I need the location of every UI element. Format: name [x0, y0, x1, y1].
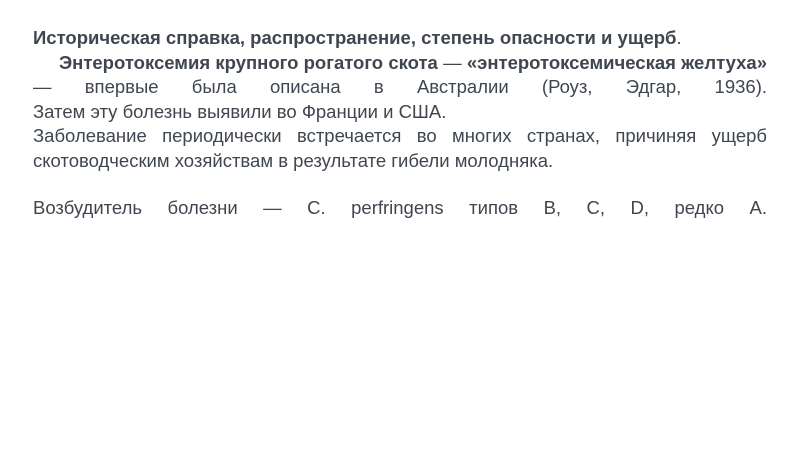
paragraph-damage [33, 124, 767, 173]
paragraph-france-usa [33, 100, 767, 125]
paragraph-enterotoxemia-definition [33, 51, 767, 100]
slide-heading [33, 26, 767, 51]
slide-body [33, 26, 767, 220]
term-enterotoxemia: Энтеротоксемия крупного рогатого скота [59, 51, 438, 73]
slide-heading-tail: . [676, 27, 682, 48]
paragraph-spacer [33, 174, 767, 196]
dash-separator-1: — [437, 51, 467, 73]
damage-text: Заболевание периодически встречается во многих странах, причиняя ущерб скотоводческим хозяйствам в результате гибели молодняка. [33, 125, 767, 171]
france-usa-text: Затем эту болезнь выявили во Франции и США. [33, 100, 447, 122]
definition-tail: — впервые была описана в Австралии (Роуз, Эдгар, 1936). [33, 76, 767, 98]
slide-heading-bold: Историческая справка, распространение, степень опасности и ущерб [33, 27, 677, 48]
pathogen-text: Возбудитель болезни — C. perfringens типов B, C, D, редко A. [33, 196, 767, 218]
paragraph-pathogen [33, 196, 767, 221]
term-enterotoxemic-jaundice: «энтеротоксемическая желтуха» [466, 51, 767, 73]
